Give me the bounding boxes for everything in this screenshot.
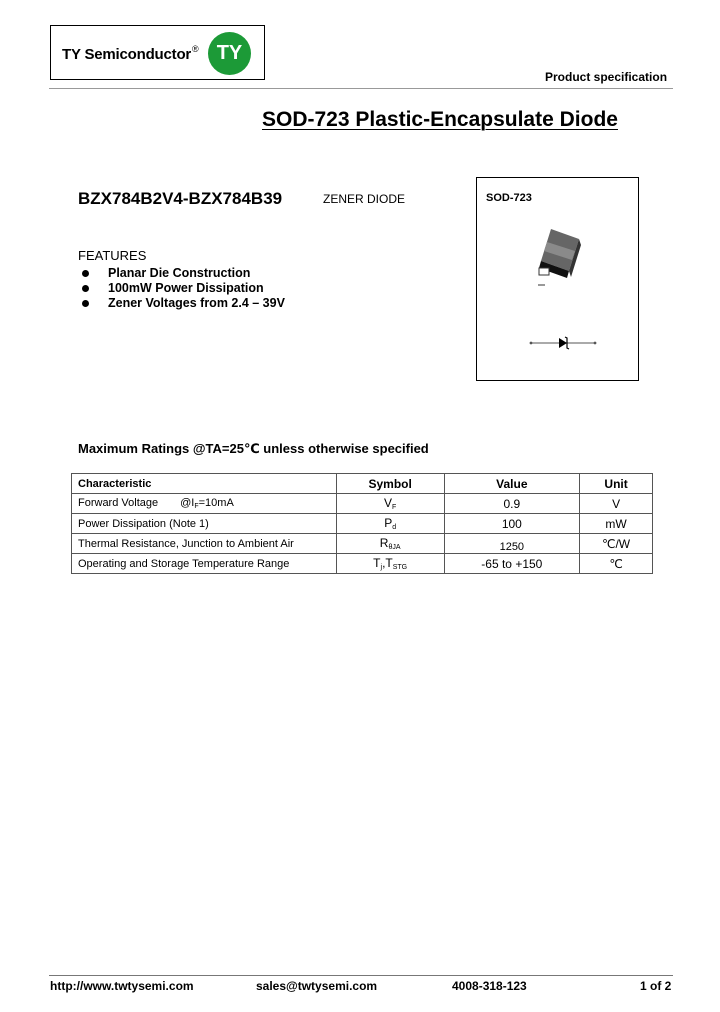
characteristic-cell: Forward Voltage $@I_F=10mA$ bbox=[72, 494, 337, 514]
column-header: Characteristic bbox=[72, 474, 337, 494]
footer-phone: 4008-318-123 bbox=[452, 979, 527, 993]
symbol-cell: $V_F$ bbox=[336, 494, 444, 514]
table-row bbox=[72, 534, 653, 554]
package-panel bbox=[476, 177, 639, 381]
symbol-cell: $T_j,T_{STG}$ bbox=[336, 554, 444, 574]
registered-mark: ® bbox=[192, 44, 199, 54]
table-row bbox=[72, 494, 653, 514]
list-item: Planar Die Construction bbox=[80, 266, 285, 281]
header-divider bbox=[49, 88, 673, 89]
part-number: BZX784B2V4-BZX784B39 bbox=[78, 189, 283, 208]
sod723-package-icon bbox=[527, 223, 597, 303]
package-label: SOD-723 bbox=[486, 192, 532, 204]
list-item: 100mW Power Dissipation bbox=[80, 281, 285, 296]
column-header: Unit bbox=[580, 474, 653, 494]
footer-website-link[interactable]: http://www.twtysemi.com bbox=[50, 979, 194, 993]
symbol-cell: $R_{\theta JA}$ bbox=[336, 534, 444, 554]
unit-cell: ℃/W bbox=[580, 534, 653, 554]
features-heading: FEATURES bbox=[78, 248, 147, 263]
company-name: TY Semiconductor® bbox=[62, 44, 199, 63]
footer-email-link[interactable]: sales@twtysemi.com bbox=[256, 979, 378, 993]
unit-cell: V bbox=[580, 494, 653, 514]
symbol-cell: $P_d$ bbox=[336, 514, 444, 534]
bullet-icon bbox=[82, 300, 89, 307]
bullet-icon bbox=[82, 270, 89, 277]
value-cell: -65 to +150 bbox=[444, 554, 580, 574]
company-logo-box bbox=[50, 25, 265, 80]
value-cell: 100 bbox=[444, 514, 580, 534]
part-type: ZENER DIODE bbox=[323, 192, 406, 206]
column-header: Value bbox=[444, 474, 580, 494]
footer-divider bbox=[49, 975, 673, 976]
unit-cell: ℃ bbox=[580, 554, 653, 574]
characteristic-cell: Operating and Storage Temperature Range bbox=[72, 554, 337, 574]
page-number: 1 of 2 bbox=[640, 979, 672, 993]
table-header-row bbox=[72, 474, 653, 494]
zener-diode-symbol-icon bbox=[527, 335, 597, 351]
characteristic-cell: Power Dissipation (Note 1) bbox=[72, 514, 337, 534]
doc-type-label: Product specification bbox=[545, 70, 668, 84]
ratings-table bbox=[71, 473, 653, 574]
features-list bbox=[80, 266, 285, 311]
value-cell: 1250 bbox=[444, 534, 580, 554]
ty-logo-icon: TY bbox=[208, 32, 251, 75]
unit-cell: mW bbox=[580, 514, 653, 534]
table-row bbox=[72, 514, 653, 534]
characteristic-cell: Thermal Resistance, Junction to Ambient Air bbox=[72, 534, 337, 554]
value-cell: 0.9 bbox=[444, 494, 580, 514]
list-item: Zener Voltages from 2.4 – 39V bbox=[80, 296, 285, 311]
page-title: SOD-723 Plastic-Encapsulate Diode bbox=[262, 108, 618, 131]
bullet-icon bbox=[82, 285, 89, 292]
column-header: Symbol bbox=[336, 474, 444, 494]
table-row bbox=[72, 554, 653, 574]
ratings-heading: Maximum Ratings @TA=25℃ unless otherwise specified bbox=[78, 441, 429, 456]
